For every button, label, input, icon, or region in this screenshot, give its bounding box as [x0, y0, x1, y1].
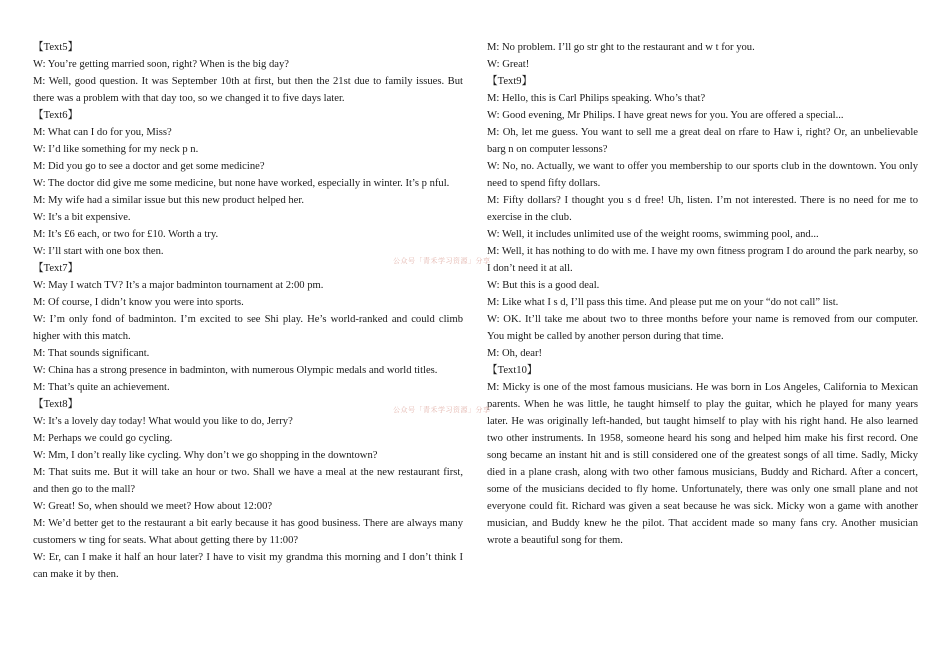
dialogue-paragraph: W: China has a strong presence in badminton, with numerous Olympic medals and world titles.: [33, 365, 438, 376]
dialogue-line: M: My wife had a similar issue but this new product helped her.: [33, 195, 304, 206]
dialogue-line: M: Perhaps we could go cycling.: [33, 433, 173, 444]
dialogue-line: W: I’d like something for my neck p n.: [33, 144, 199, 155]
dialogue-line: M: No problem. I’ll go str ght to the restaurant and w t for you.: [487, 42, 755, 53]
dialogue-line: M: Did you go to see a doctor and get some medicine?: [33, 161, 265, 172]
dialogue-paragraph: W: The doctor did give me some medicine, but none have worked, especially in winter. It’s p nful.: [33, 178, 450, 189]
dialogue-paragraph: M: We’d better get to the restaurant a bit early because it has good business. There are always many customers w ting for seats. What about getting there by 11:00?: [33, 518, 463, 546]
dialogue-line: W: But this is a good deal.: [487, 280, 600, 291]
section-heading: 【Text8】: [33, 399, 79, 410]
section-heading: 【Text10】: [487, 365, 538, 376]
dialogue-paragraph: W: I’m only fond of badminton. I’m excited to see Shi play. He’s world-ranked and could climb higher with this match.: [33, 314, 463, 342]
dialogue-line: M: That sounds significant.: [33, 348, 150, 359]
watermark-top: 公众号「青禾学习资源」分享: [393, 257, 491, 265]
left-column: [33, 39, 463, 583]
dialogue-line: M: Hello, this is Carl Philips speaking. Who’s that?: [487, 93, 706, 104]
dialogue-line: M: Of course, I didn’t know you were into sports.: [33, 297, 244, 308]
dialogue-line: M: Like what I s d, I’ll pass this time. And please put me on your “do not call” list.: [487, 297, 839, 308]
section-heading: 【Text6】: [33, 110, 79, 121]
watermark-bottom: 公众号「青禾学习资源」分享: [393, 406, 491, 414]
dialogue-paragraph: M: Well, it has nothing to do with me. I have my own fitness program I do around the park nearby, so I don’t need it at all.: [487, 246, 918, 274]
dialogue-line: M: That’s quite an achievement.: [33, 382, 170, 393]
dialogue-paragraph: M: Well, good question. It was September 10th at first, but then the 21st due to family issues. But there was a problem with that day too, so we changed it to five days later.: [33, 76, 463, 104]
dialogue-line: W: Well, it includes unlimited use of the weight rooms, swimming pool, and...: [487, 229, 819, 240]
dialogue-line: M: What can I do for you, Miss?: [33, 127, 172, 138]
section-heading: 【Text9】: [487, 76, 533, 87]
dialogue-line: W: You’re getting married soon, right? When is the big day?: [33, 59, 289, 70]
dialogue-line: W: Great!: [487, 59, 530, 70]
section-heading: 【Text7】: [33, 263, 79, 274]
dialogue-line: W: Good evening, Mr Philips. I have great news for you. You are offered a special...: [487, 110, 844, 121]
dialogue-paragraph: W: No, no. Actually, we want to offer you membership to our sports club in the downtown. You only need to spend fifty dollars.: [487, 161, 918, 189]
dialogue-paragraph: M: Fifty dollars? I thought you s d free! Uh, listen. I’m not interested. There is no need for me to exercise in the club.: [487, 195, 918, 223]
dialogue-line: W: I’ll start with one box then.: [33, 246, 164, 257]
dialogue-paragraph: M: Micky is one of the most famous musicians. He was born in Los Angeles, California to Mexican parents. When he was little, he taught himself to play the guitar, which he played for many years later. He was originally left-handed, but taught himself to play with his right hand. He also learned two other instruments. In 1958, someone heard his song and helped him make his first record. One song became an instant hit and is still considered one of the greatest songs of all time. Sadly, Micky died in a plane crash, along with two other famous musicians, Buddy and Richard. After a concert, some of the musicians decided to fly home. Unfortunately, there was only one small plane and not everyone could fit. Richard was given a seat because he was sick. Micky won a game with another musician, and Buddy knew he the pilot. That accident made so many fans cry. Another musician wrote a beautiful song for them.: [487, 382, 918, 546]
dialogue-paragraph: M: That suits me. But it will take an hour or two. Shall we have a meal at the new restaurant first, and then go to the mall?: [33, 467, 463, 495]
dialogue-line: M: Oh, dear!: [487, 348, 543, 359]
dialogue-paragraph: M: Oh, let me guess. You want to sell me a great deal on rfare to Haw i, right? Or, an unbelievable barg n on computer lessons?: [487, 127, 918, 155]
dialogue-line: W: Great! So, when should we meet? How about 12:00?: [33, 501, 273, 512]
section-heading: 【Text5】: [33, 42, 79, 53]
dialogue-paragraph: W: OK. It’ll take me about two to three months before your name is removed from our computer. You might be called by another person during that time.: [487, 314, 918, 342]
dialogue-paragraph: W: Er, can I make it half an hour later? I have to visit my grandma this morning and I don’t think I can make it by then.: [33, 552, 463, 580]
right-column: [487, 39, 918, 549]
dialogue-line: W: Mm, I don’t really like cycling. Why don’t we go shopping in the downtown?: [33, 450, 378, 461]
dialogue-line: W: It’s a bit expensive.: [33, 212, 131, 223]
dialogue-line: W: May I watch TV? It’s a major badminton tournament at 2:00 pm.: [33, 280, 324, 291]
dialogue-line: W: It’s a lovely day today! What would you like to do, Jerry?: [33, 416, 293, 427]
dialogue-line: M: It’s £6 each, or two for £10. Worth a try.: [33, 229, 219, 240]
